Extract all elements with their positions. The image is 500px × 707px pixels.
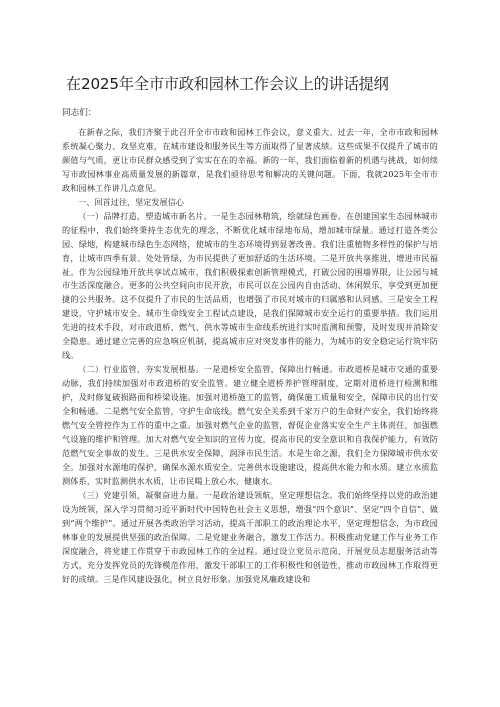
paragraph-party-building: （三）党建引领，凝聚奋进力量。一是政治建设领航，坚定理想信念。我们始终坚持以党的政治建设为统领，深入学习贯彻习近平新时代中国特色社会主义思想，增强“四个意识”、坚定“四个自信”、做到“两个维护”。通过开展各类政治学习活动，提高干部职工的政治理论水平，坚定理想信念，为市政园林事业的发展提供坚强的政治保障。二是党建业务融合，激发工作活力。积极推动党建工作与业务工作深度融合，将党建工作贯穿于市政园林工作的全过程。通过设立党员示范岗、开展党员志愿服务活动等方式，充分发挥党员的先锋模范作用，激发干部职工的工作积极性和创造性，推动市政园林工作取得更好的成绩。三是作风建设强化，树立良好形象。加强党风廉政建设和 xyxy=(62,489,438,584)
paragraph-industry-supervision: （二）行业监管，夯实发展根基。一是道桥安全监管，保障出行畅通。市政道桥是城市交通的重要动脉，我们持续加强对市政道桥的安全监管。建立健全道桥养护管理制度，定期对道桥进行检测和维护，及时修复破损路面和桥梁设施。加强对道桥施工的监管，确保施工质量和安全，保障市民的出行安全和畅通。二是燃气安全监管，守护生命底线。燃气安全关系到千家万户的生命财产安全，我们始终将燃气安全管控作为工作的重中之重。加强对燃气企业的监管，督促企业落实安全生产主体责任，加强燃气设施的维护和管理。加大对燃气安全知识的宣传力度，提高市民的安全意识和自我保护能力，有效防范燃气安全事故的发生。三是供水安全保障，润泽市民生活。水是生命之源，我们全力保障城市供水安全。加强对水源地的保护，确保水源水质安全。完善供水设施建设，提高供水能力和水质。建立水质监测体系，实时监测供水水质，让市民喝上放心水、健康水。 xyxy=(62,364,438,486)
section-heading-1: 一、回首过往，坚定发展信心 xyxy=(78,196,184,207)
paragraph-brand-building: （一）品牌打造，塑造城市新名片。一是生态园林精筑，绘就绿色画卷。在创建国家生态园林城市的征程中，我们始终秉持生态优先的理念，不断优化城市绿地布局，增加城市绿量。通过打造各类公园、绿地，构建城市绿色生态网络，使城市的生态环境得到显著改善。我们注重植物多样性的保护与培育，让城市四季有景、处处皆绿，为市民提供了更加舒适的生活环境。二是开放共享推进，增进市民福祉。作为公园绿地开放共享试点城市，我们积极探索创新管理模式，打破公园的围墙界限，让公园与城市生活深度融合。更多的公共空间向市民开放，市民可以在公园内自由活动、休闲娱乐，享受到更加便捷的公共服务。这不仅提升了市民的生活品质，也增强了市民对城市的归属感和认同感。三是安全工程建设，守护城市安全。城市生命线安全工程试点建设，是我们保障城市安全运行的重要举措。我们运用先进的技术手段，对市政道桥、燃气、供水等城市生命线系统进行实时监测和预警，及时发现并消除安全隐患。通过建立完善的应急响应机制，提高城市应对突发事件的能力，为城市的安全稳定运行筑牢防线。 xyxy=(62,210,438,361)
document-title: 在2025年全市市政和园林工作会议上的讲话提纲 xyxy=(66,75,389,93)
salutation: 同志们： xyxy=(62,108,97,118)
intro-paragraph: 在新春之际，我们齐聚于此召开全市市政和园林工作会议，意义重大、过去一年，全市市政和园林系统凝心聚力、攻坚克难，在城市建设和服务民生等方面取得了显著成绩。这些成果不仅提升了城市的颜值与气质，更让市民群众感受到了实实在在的幸福。新的一年，我们面临着新的机遇与挑战，如何续写市政园林事业高质量发展的新篇章，是我们亟待思考和解决的关键问题。下面，我就2025年全市市政和园林工作讲几点意见。 xyxy=(62,127,438,193)
